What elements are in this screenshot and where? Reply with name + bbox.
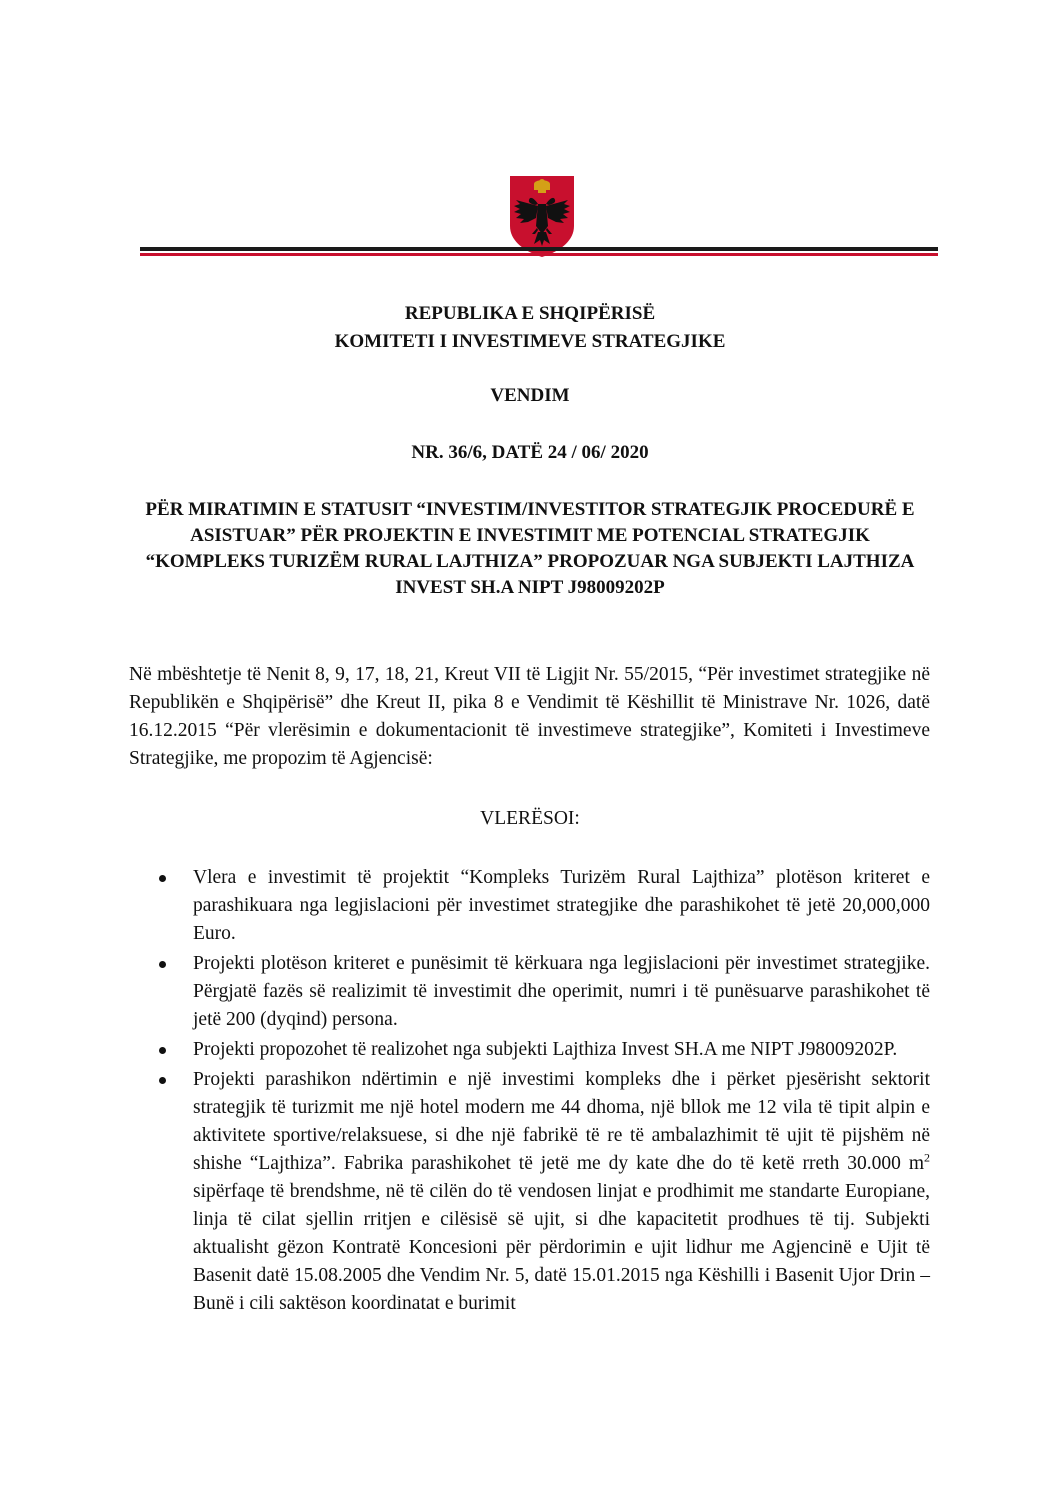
bullet-icon — [159, 875, 166, 882]
header-rule-black — [140, 247, 938, 251]
organization-heading — [130, 300, 930, 356]
list-item — [129, 1066, 930, 1318]
finding-text-end: sipërfaqe të brendshme, në të cilën do të vendosen linjat e prodhimit me standarte Europiane, linja të cilat sjellin rritjen e cilësisë së ujit, si dhe kapacitetit prodhues të tij. Subjekti aktualisht gëzon Kontratë Koncesioni për përdorimin e ujit lidhur me Agjencinë e Ujit të Basenit datë 15.08.2005 dhe Vendim Nr. 5, datë 15.01.2015 nga Këshilli i Basenit Ujor Drin – Bunë i cili saktëson koordinatat e burimit — [193, 1181, 930, 1314]
list-item — [129, 950, 930, 1034]
findings-heading: VLERËSOI: — [480, 808, 580, 829]
findings-list — [129, 864, 930, 1320]
intro-paragraph: Në mbështetje të Nenit 8, 9, 17, 18, 21, Kreut VII të Ligjit Nr. 55/2015, “Për investimet strategjike në Republikën e Shqipërisë” dhe Kreut II, pika 8 e Vendimit të Këshillit të Ministrave Nr. 1026, datë 16.12.2015 “Për vlerësimin e dokumentacionit të investimeve strategjike”, Komiteti i Investimeve Strategjike, me propozim të Agjencisë: — [129, 664, 930, 769]
bullet-icon — [159, 1077, 166, 1084]
list-item — [129, 1036, 930, 1064]
decision-title: PËR MIRATIMIN E STATUSIT “INVESTIM/INVESTITOR STRATEGJIK PROCEDURË E ASISTUAR” PËR PROJEKTIN E INVESTIMIT ME POTENCIAL STRATEGJIK “KOMPLEKS TURIZËM RURAL LAJTHIZA” PROPOZUAR NGA SUBJEKTI LAJTHIZA INVEST SH.A NIPT J98009202P — [145, 499, 915, 598]
republic-name: REPUBLIKA E SHQIPËRISË — [404, 303, 656, 324]
finding-text: Projekti plotëson kriteret e punësimit të kërkuara nga legjislacioni për investimet strategjike. Përgjatë fazës së realizimit të investimit dhe operimit, numri i të punësuarve parashikohet të jetë 200 (dyqind) persona. — [193, 953, 930, 1030]
bullet-icon — [159, 961, 166, 968]
decision-number: NR. 36/6, DATË 24 / 06/ 2020 — [411, 442, 649, 463]
square-meter-superscript: 2 — [924, 1150, 930, 1165]
finding-text: Vlera e investimit të projektit “Kompleks Turizëm Rural Lajthiza” plotëson kriteret e parashikuara nga legjislacioni për investimet strategjike dhe parashikohet të jetë 20,000,000 Euro. — [193, 867, 930, 944]
list-item — [129, 864, 930, 948]
finding-text — [193, 1066, 930, 1318]
header-rule-red — [140, 253, 938, 256]
decision-label: VENDIM — [490, 385, 570, 406]
committee-name: KOMITETI I INVESTIMEVE STRATEGJIKE — [334, 331, 726, 352]
finding-text-start: Projekti parashikon ndërtimin e një investimi kompleks dhe i përket pjesërisht sektorit strategjik të turizmit me një hotel modern me 44 dhoma, një bllok me 12 vila të tipit alpin e aktivitete sportive/relaksuese, si dhe një fabrikë të re të ambalazhimit të ujit të pijshëm në shishe “Lajthiza”. Fabrika parashikohet të jetë me dy kate dhe do të ketë rreth 30.000 m — [193, 1069, 930, 1174]
bullet-icon — [159, 1047, 166, 1054]
finding-text: Projekti propozohet të realizohet nga subjekti Lajthiza Invest SH.A me NIPT J98009202P. — [193, 1039, 898, 1060]
albanian-coat-of-arms-icon — [508, 174, 576, 258]
